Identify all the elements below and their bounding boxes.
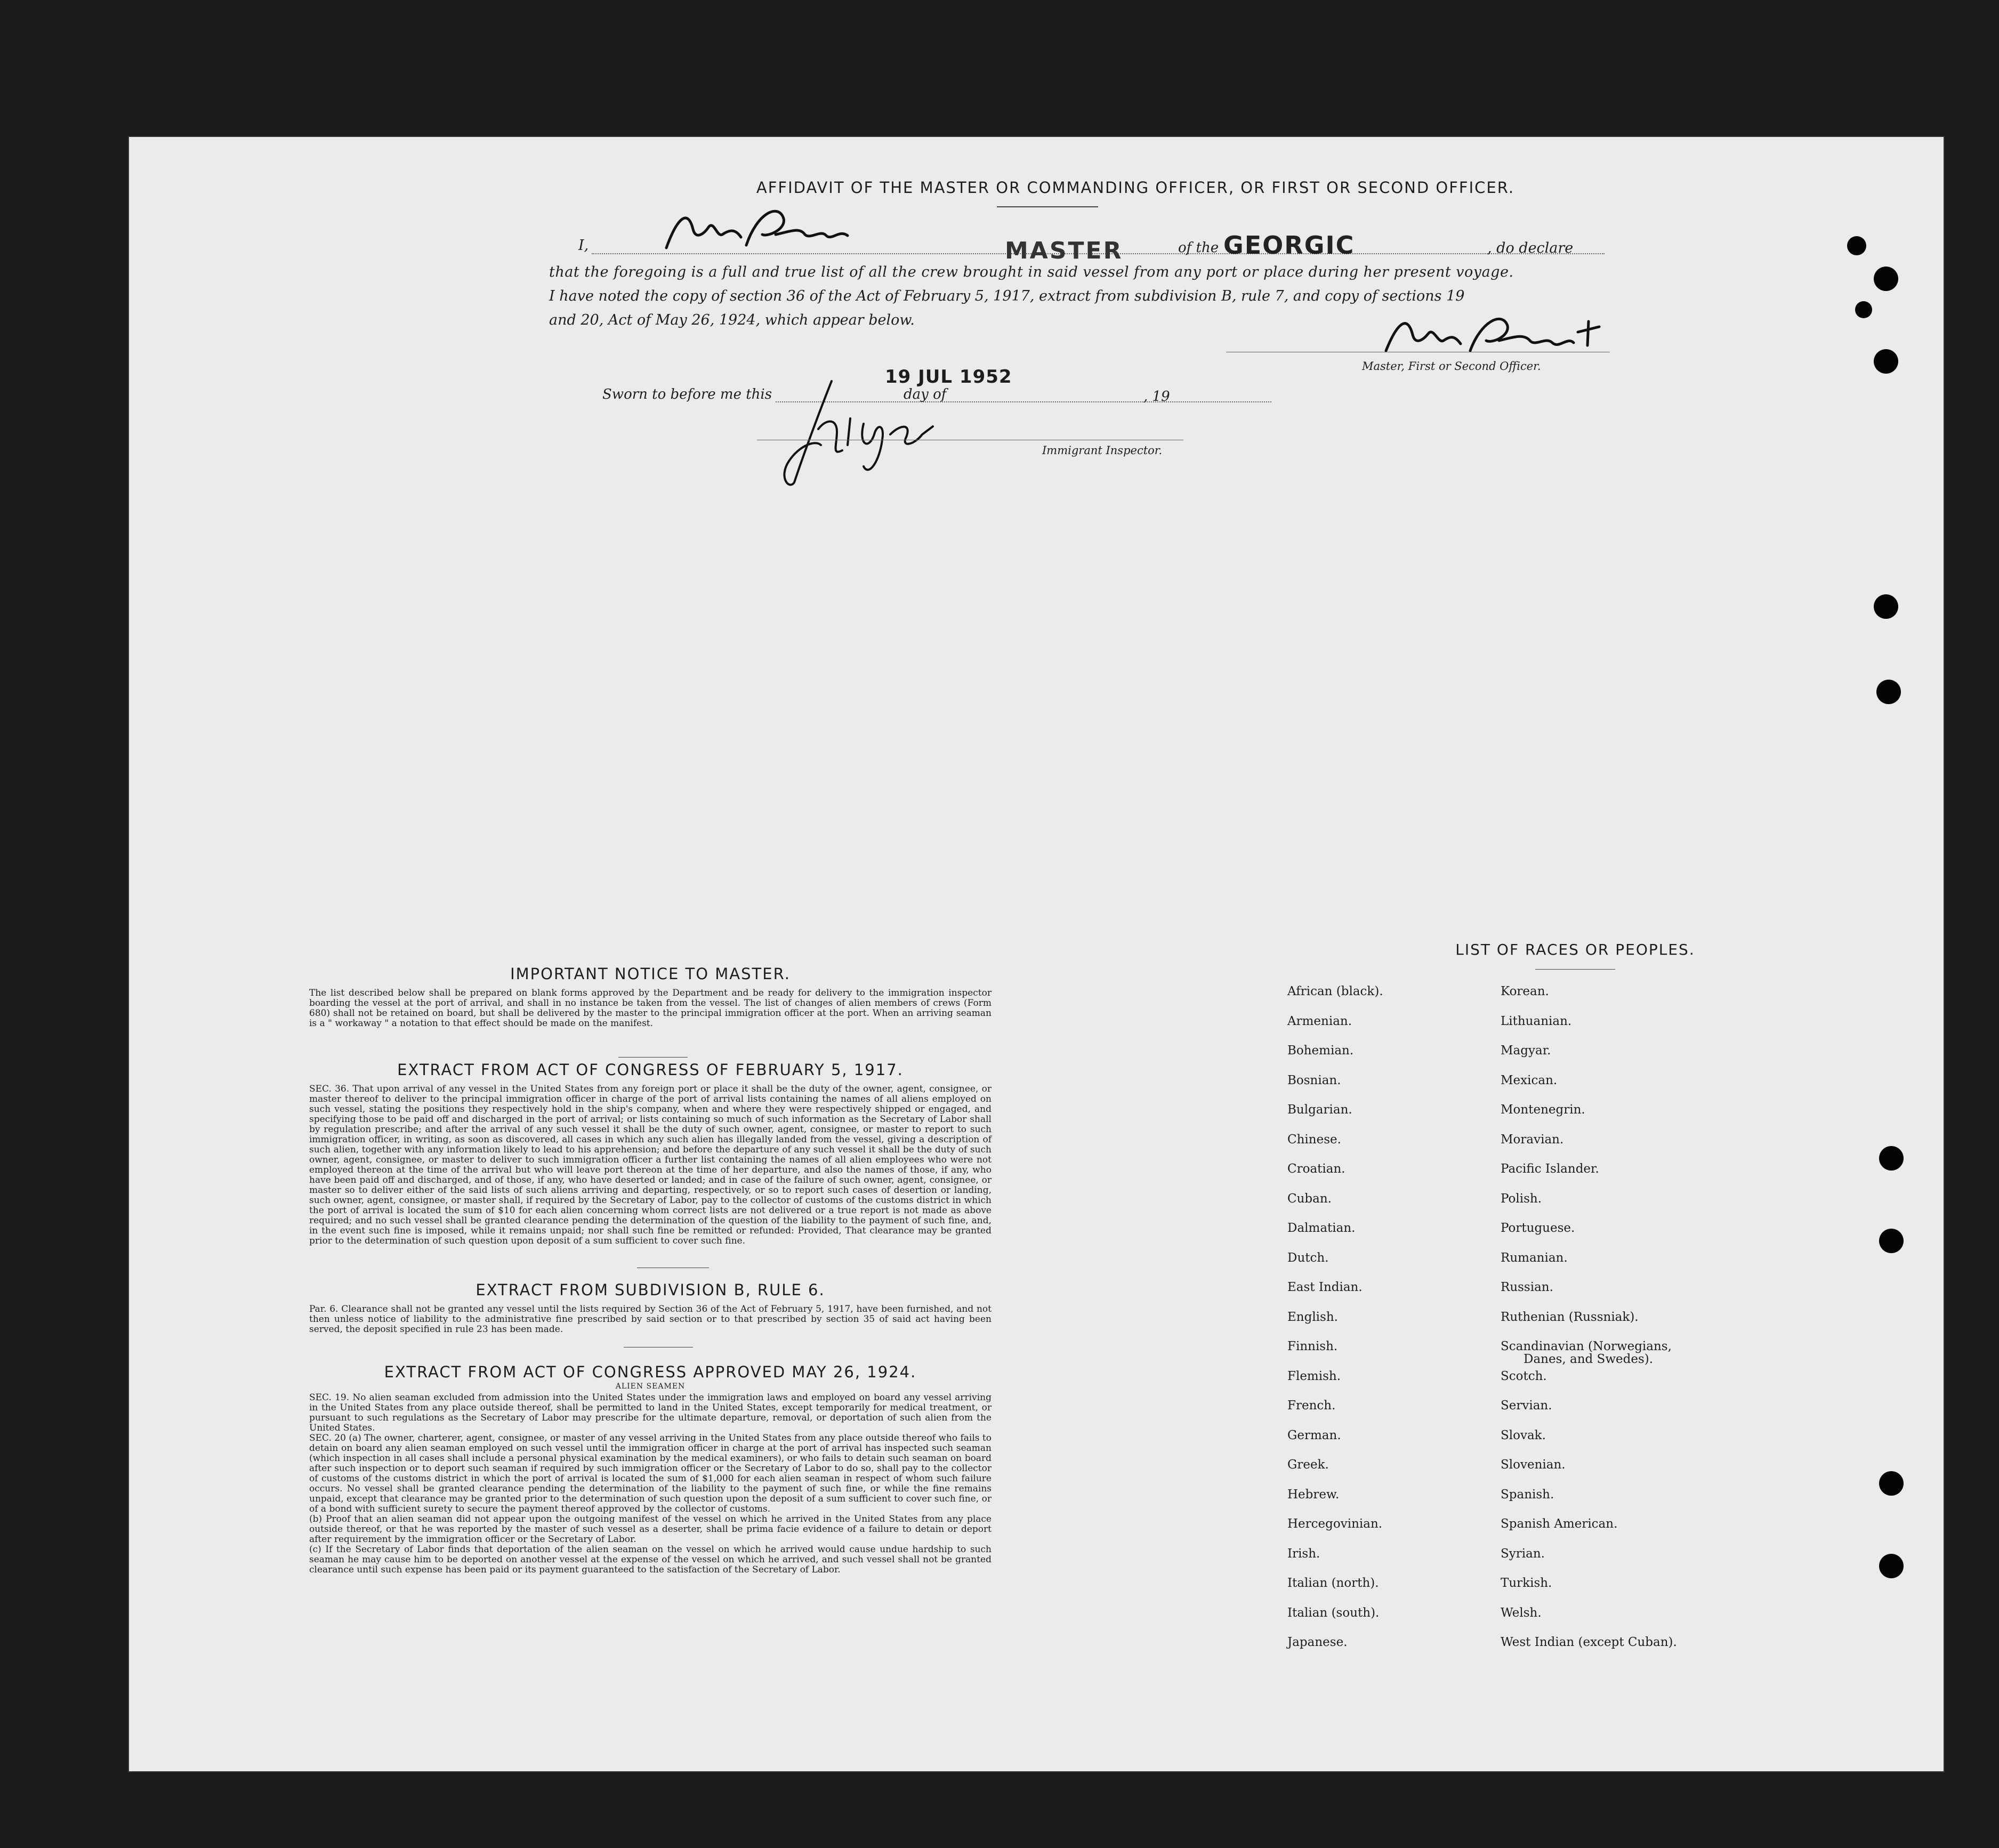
date-stamp: 19 JUL 1952	[885, 366, 1012, 388]
race-item: Scotch.	[1501, 1369, 1547, 1383]
race-item: Ruthenian (Russniak).	[1501, 1310, 1639, 1324]
race-item: Turkish.	[1501, 1576, 1552, 1590]
notice-title: IMPORTANT NOTICE TO MASTER.	[510, 965, 791, 983]
races-divider	[1535, 969, 1615, 970]
notice-divider	[618, 1057, 688, 1058]
races-title: LIST OF RACES OR PEOPLES.	[1455, 941, 1695, 958]
do-declare: , do declare	[1487, 240, 1574, 256]
inspector-signature	[757, 370, 970, 493]
day-of-label: day of	[904, 386, 947, 402]
officer-signature	[1375, 305, 1615, 364]
race-item: Korean.	[1501, 984, 1549, 998]
race-item: Bulgarian.	[1287, 1103, 1352, 1117]
extract-rule-section	[309, 1281, 992, 1335]
race-item: Hebrew.	[1287, 1487, 1340, 1502]
race-item: Russian.	[1501, 1280, 1553, 1294]
year-suffix: , 19	[1143, 389, 1170, 405]
race-item: Scandinavian (Norwegians,	[1501, 1339, 1672, 1353]
race-item: Cuban.	[1287, 1191, 1332, 1206]
race-item: Spanish American.	[1501, 1517, 1618, 1531]
extract-rule-title: EXTRACT FROM SUBDIVISION B, RULE 6.	[475, 1281, 825, 1299]
binder-hole	[1874, 349, 1898, 374]
race-item: Rumanian.	[1501, 1250, 1568, 1265]
race-item: Italian (north).	[1287, 1576, 1379, 1590]
race-item: Magyar.	[1501, 1044, 1551, 1058]
extract-1924-sec19: SEC. 19. No alien seaman excluded from admission into the United States under the immigration laws and employed on board any vessel arriving in the United States from any place outside thereof, shall be permitted to land in the United States, except temporarily for medical treatment, or pursuant to such regulations as the Secretary of Labor may prescribe for the ultimate departure, removal, or deportation of such alien from the United States.	[309, 1392, 992, 1433]
race-item: English.	[1287, 1310, 1338, 1324]
of-the-label: of the	[1178, 240, 1219, 256]
rank-stamp: MASTER	[1005, 237, 1123, 264]
vessel-stamp: GEORGIC	[1223, 231, 1355, 260]
binder-hole	[1876, 680, 1901, 704]
race-item: Dalmatian.	[1287, 1221, 1356, 1235]
race-item: Greek.	[1287, 1458, 1329, 1472]
extract-rule-text: Par. 6. Clearance shall not be granted any vessel until the lists required by Section 36 of the Act of February 5, 1917, have been furnished, and not then unless notice of liability to the administrative fine prescribed by said section or to that prescribed by section 35 of said act having been served, the deposit specified in rule 23 has been made.	[309, 1304, 992, 1335]
extract-1924-sec20c: (c) If the Secretary of Labor finds that deportation of the alien seaman on the vessel on which he arrived would cause undue hardship to such seaman he may cause him to be deported on another vessel at the expense of the vessel on which he arrived, and such vessel shall not be granted clearance until such expense has been paid or its payment guaranteed to the satisfaction of the Secretary of Labor.	[309, 1544, 992, 1575]
race-item: Irish.	[1287, 1546, 1320, 1561]
race-item: Flemish.	[1287, 1369, 1341, 1383]
race-item: Italian (south).	[1287, 1605, 1380, 1620]
i-label: I,	[578, 237, 589, 254]
binder-hole	[1874, 267, 1898, 291]
race-item: Servian.	[1501, 1399, 1552, 1413]
race-item: Bosnian.	[1287, 1073, 1341, 1087]
race-item: German.	[1287, 1428, 1341, 1442]
binder-hole	[1879, 1471, 1904, 1496]
notice-section	[309, 965, 992, 1029]
binder-hole	[1855, 301, 1872, 318]
race-item: Montenegrin.	[1501, 1103, 1585, 1117]
race-item: Portuguese.	[1501, 1221, 1575, 1235]
affidavit-body-line2: I have noted the copy of section 36 of the Act of February 5, 1917, extract from subdivision B, rule 7, and copy of sections 19	[549, 288, 1465, 304]
race-item: Armenian.	[1287, 1014, 1352, 1028]
race-item: East Indian.	[1287, 1280, 1363, 1294]
binder-hole	[1879, 1554, 1904, 1578]
extract-1917-title: EXTRACT FROM ACT OF CONGRESS OF FEBRUARY 5, 1917.	[397, 1061, 904, 1079]
race-item: Finnish.	[1287, 1339, 1338, 1353]
race-item: Welsh.	[1501, 1605, 1542, 1620]
binder-hole	[1879, 1146, 1904, 1171]
races-section	[1301, 941, 1850, 958]
sworn-label: Sworn to before me this	[602, 386, 772, 402]
extract-1924-title: EXTRACT FROM ACT OF CONGRESS APPROVED MAY 26, 1924.	[384, 1363, 917, 1381]
race-item: Japanese.	[1287, 1635, 1348, 1649]
document-page	[128, 136, 1945, 1772]
race-scandinavian-cont: Danes, and Swedes).	[1524, 1352, 1654, 1366]
title-divider	[997, 206, 1098, 207]
race-item: Dutch.	[1287, 1250, 1329, 1265]
race-item: West Indian (except Cuban).	[1501, 1635, 1677, 1649]
master-signature	[656, 197, 858, 261]
extract-1924-subtitle: ALIEN SEAMEN	[615, 1382, 686, 1391]
race-item: Lithuanian.	[1501, 1014, 1572, 1028]
race-item: Bohemian.	[1287, 1044, 1354, 1058]
extract-1917-text: SEC. 36. That upon arrival of any vessel in the United States from any foreign port or place it shall be the duty of the owner, agent, consignee, or master thereof to deliver to the principal immigration officer in charge of the port of arrival lists containing the names of all aliens employed on such vessel, stating the positions they respectively hold in the ship's company, when and where they were respectively shipped or engaged, and specifying those to be paid off and discharged in the port of arrival; or lists containing so much of such information as the Secretary of Labor shall by regulation prescribe; and after the arrival of any such vessel it shall be the duty of such owner, agent, consignee, or master to report to such immigration officer, in writing, as soon as discovered, all cases in which any such alien has illegally landed from the vessel, giving a description of such alien, together with any information likely to lead to his apprehension; and before the departure of any such vessel it shall be the duty of such owner, agent, consignee, or master to deliver to such immigration officer a further list containing the names of all alien employees who were not employed thereon at the time of the arrival but who will leave port thereon at the time of her departure, and also the names of those, if any, who have been paid off and discharged, and of those, if any, who have deserted or landed; and in case of the failure of such owner, agent, consignee, or master so to deliver either of the said lists of such aliens arriving and departing, respectively, or so to report such cases of desertion or landing, such owner, agent, consignee, or master shall, if required by the Secretary of Labor, pay to the collector of customs of the customs district in which the port of arrival is located the sum of $10 for each alien concerning whom correct lists are not delivered or a true report is not made as above required; and no such vessel shall be granted clearance pending the determination of the question of the liability to the payment of such fine, and, in the event such fine is imposed, while it remains unpaid; nor shall such fine be remitted or refunded: Provided, That clearance may be granted prior to the determination of such question upon deposit of a sum sufficient to cover such fine.	[309, 1084, 992, 1246]
race-item: Hercegovinian.	[1287, 1517, 1383, 1531]
race-item: Chinese.	[1287, 1132, 1341, 1147]
notice-text: The list described below shall be prepared on blank forms approved by the Department and be ready for delivery to the immigration inspector boarding the vessel at the port of arrival, and shall in no instance be taken from the vessel. The list of changes of alien members of crews (Form 680) shall not be retained on board, but shall be delivered by the master to the principal immigration officer at the port. When an arriving seaman is a " workaway " a notation to that effect should be made on the manifest.	[309, 988, 992, 1029]
binder-hole	[1874, 594, 1898, 619]
officer-caption: Master, First or Second Officer.	[1362, 360, 1541, 373]
binder-hole	[1879, 1229, 1904, 1253]
extract-1924-sec20a: SEC. 20 (a) The owner, charterer, agent, consignee, or master of any vessel arriving in the United States from any place outside thereof who fails to detain on board any alien seaman employed on such vessel until the immigration officer in charge at the port of arrival has inspected such seaman (which inspection in all cases shall include a personal physical examination by the medical examiners), or who fails to detain such seaman on board after such inspection or to deport such seaman if required by such immigration officer or the Secretary of Labor to do so, shall pay to the collector of customs of the customs district in which the port of arrival is located the sum of $1,000 for each alien seaman in respect of whom such failure occurs. No vessel shall be granted clearance pending the determination of the liability to the payment of such fine, or while the fine remains unpaid, except that clearance may be granted prior to the determination of such question upon the deposit of a sum sufficient to cover such fine, or of a bond with sufficient surety to secure the payment thereof approved by the collector of customs.	[309, 1433, 992, 1514]
inspector-caption: Immigrant Inspector.	[1042, 444, 1163, 457]
binder-hole	[1847, 236, 1866, 255]
race-item: Croatian.	[1287, 1162, 1345, 1176]
extract-1924-sec20b: (b) Proof that an alien seaman did not appear upon the outgoing manifest of the vessel on which he arrived in the United States from any place outside thereof, or that he was reported by the master of such vessel as a deserter, shall be prima facie evidence of a failure to detain or deport after requirement by the immigration officer or the Secretary of Labor.	[309, 1514, 992, 1545]
affidavit-body-line3: and 20, Act of May 26, 1924, which appear below.	[549, 312, 915, 328]
affidavit-body-line1: that the foregoing is a full and true list of all the crew brought in said vessel from any port or place during her present voyage.	[549, 264, 1514, 280]
race-item: Moravian.	[1501, 1132, 1564, 1147]
extract-1924-section	[309, 1363, 992, 1575]
race-item: Slovenian.	[1501, 1458, 1566, 1472]
race-item: Pacific Islander.	[1501, 1162, 1599, 1176]
race-item: Syrian.	[1501, 1546, 1545, 1561]
affidavit-title: AFFIDAVIT OF THE MASTER OR COMMANDING OFFICER, OR FIRST OR SECOND OFFICER.	[756, 179, 1515, 197]
race-item: Polish.	[1501, 1191, 1542, 1206]
race-item: Spanish.	[1501, 1487, 1554, 1502]
race-item: Mexican.	[1501, 1073, 1558, 1087]
extract-1917-section	[309, 1061, 992, 1246]
race-item: French.	[1287, 1399, 1336, 1413]
race-item: Slovak.	[1501, 1428, 1546, 1442]
race-item: African (black).	[1287, 984, 1383, 998]
